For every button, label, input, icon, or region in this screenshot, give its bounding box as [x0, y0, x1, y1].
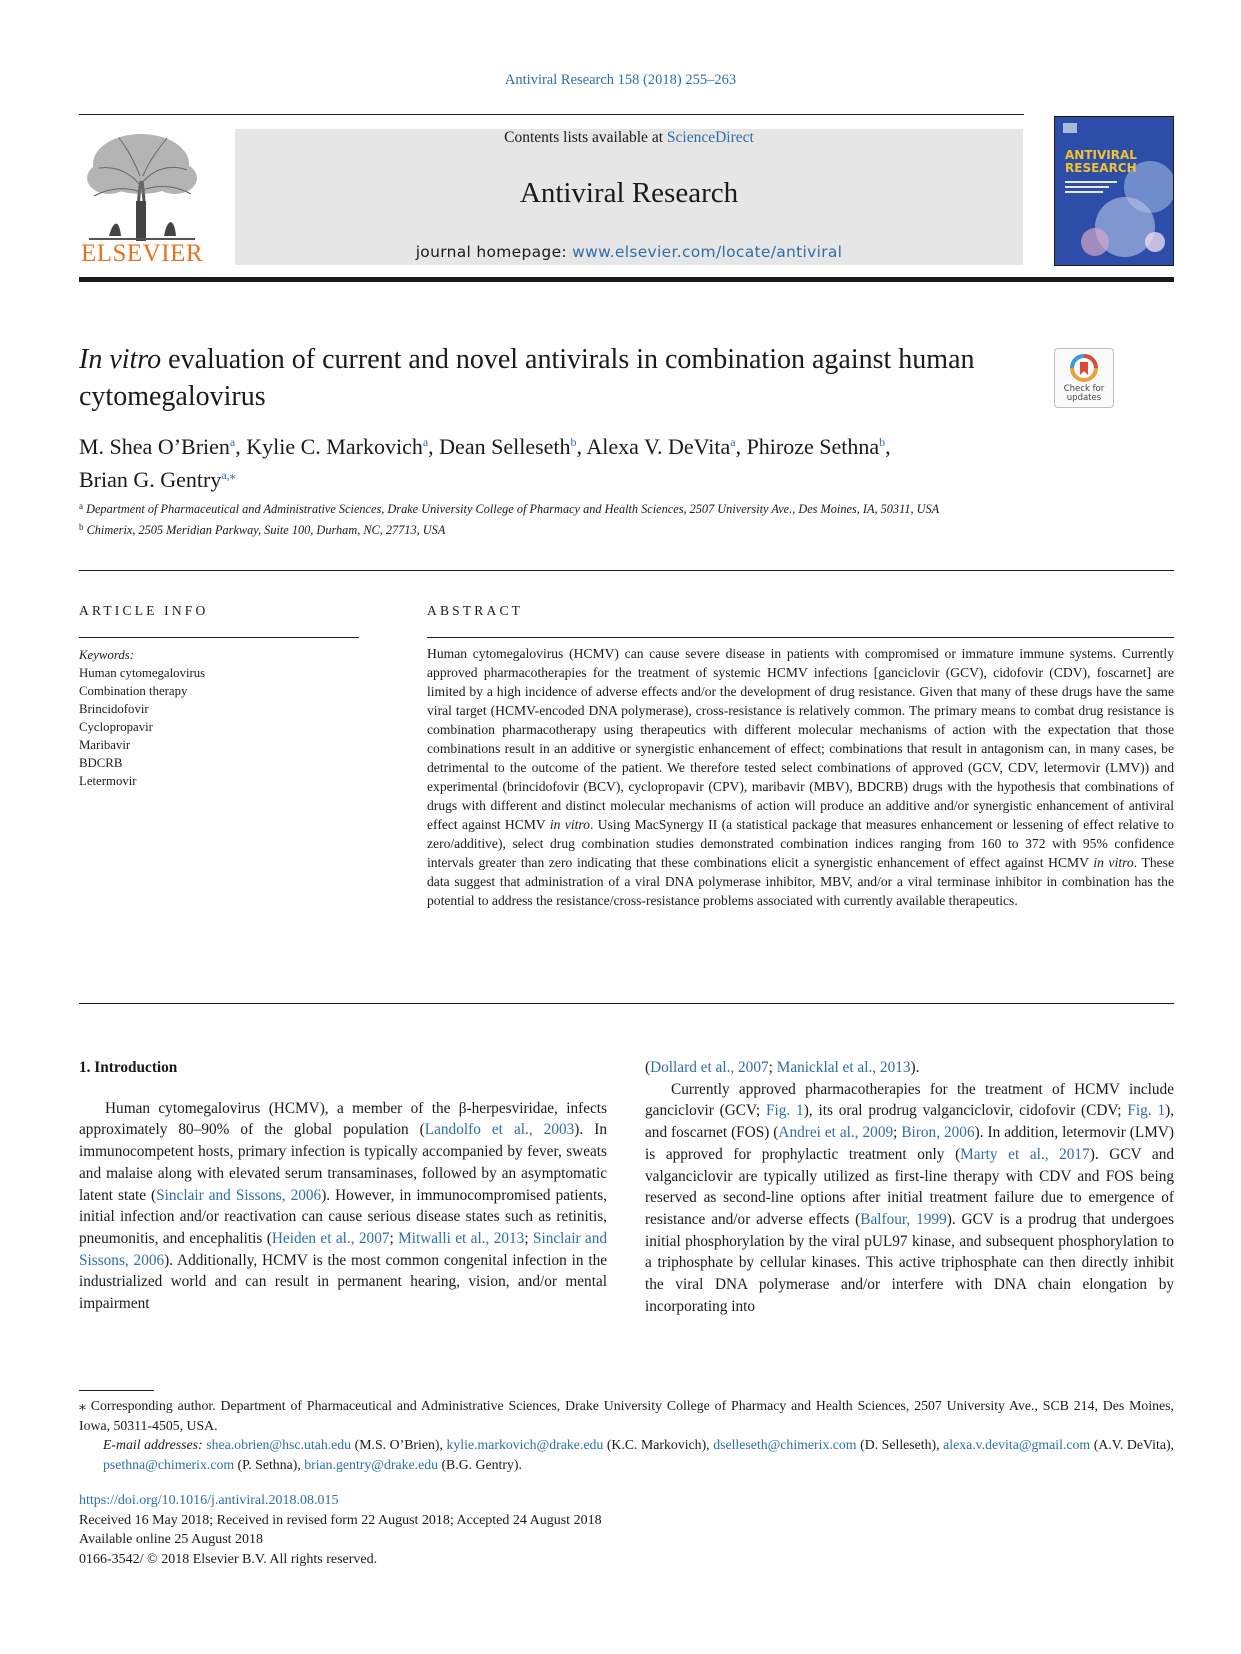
copyright: 0166-3542/ © 2018 Elsevier B.V. All rights reserved. — [79, 1552, 378, 1568]
abstract-part: Human cytomegalovirus (HCMV) can cause severe disease in patients with compromised or immature immune systems. Currently approved pharmacotherapies for the treatment of systemic HCMV infections [ganciclovir (GCV), cidofovir (CDV), foscarnet] are limited by a high incidence of adverse effects and/or the development of drug resistance. Given that many of these drugs have the same viral target (HCMV-encoded DNA polymerase), cross-resistance is relatively common. The primary means to combat drug resistance is combination pharmacotherapy using therapeutics with different molecular mechanisms of action with the expectation that those combinations result in an additive or synergistic enhancement of effect; combinations that result in antagonism can, in many cases, be detrimental to the outcome of the patient. We therefore tested select combinations of approved (GCV, CDV, letermovir (LMV)) and experimental (brincidofovir (BCV), cyclopropavir (CPV), maribavir (MBV), BDCRB) drugs with the hypothesis that combinations of drugs with different and distinct molecular mechanisms of action will produce an additive and/or synergistic enhancement of antiviral effect against HCMV — [427, 646, 1174, 832]
abstract-italic: in vitro — [549, 817, 590, 832]
journal-title: Antiviral Research — [519, 177, 739, 209]
body-text: ), its oral prodrug valganciclovir, cidofovir (CDV; — [803, 1102, 1128, 1120]
footnotes — [79, 1396, 1174, 1474]
citation-link[interactable]: Biron, 2006 — [901, 1124, 975, 1142]
affiliations — [79, 497, 1039, 539]
email-label: E-mail addresses: — [103, 1437, 203, 1453]
affiliation-text: Chimerix, 2505 Meridian Parkway, Suite 100, Durham, NC, 27713, USA — [86, 523, 446, 537]
author-affiliation-mark[interactable]: b — [879, 435, 886, 449]
journal-masthead — [235, 129, 1023, 265]
keyword-item: Combination therapy — [79, 684, 188, 698]
author-name: Phiroze Sethna — [746, 434, 880, 459]
citation-link[interactable]: Sinclair and Sissons, 2006 — [156, 1186, 322, 1204]
citation-link[interactable]: Heiden et al., 2007 — [271, 1229, 390, 1247]
email-addresses — [79, 1435, 1174, 1474]
journal-reference-link[interactable]: Antiviral Research 158 (2018) 255–263 — [504, 72, 737, 88]
keyword-item: Human cytomegalovirus — [79, 666, 206, 680]
author-affiliation-mark[interactable]: a — [730, 435, 736, 449]
journal-homepage-line — [235, 243, 1023, 261]
author-separator: , — [235, 434, 247, 459]
article-title-italic: In vitro — [79, 344, 162, 375]
citation-link[interactable]: Dollard et al., 2007 — [650, 1059, 769, 1076]
author-affiliation-mark[interactable]: a — [229, 435, 236, 449]
affiliation-text: Department of Pharmaceutical and Administrative Sciences, Drake University College of Pharmacy and Health Sciences, 2507 University Ave., Des Moines, IA, 50311, USA — [86, 502, 940, 516]
email-link[interactable]: psethna@chimerix.com — [103, 1456, 235, 1472]
citation-link[interactable]: Mitwalli et al., 2013 — [398, 1229, 525, 1247]
abstract-heading: ABSTRACT — [427, 603, 524, 618]
citation-link[interactable]: Balfour, 1999 — [860, 1210, 947, 1228]
keyword-item: Letermovir — [79, 774, 137, 788]
corresponding-author-note: ⁎ Corresponding author. Department of Pharmaceutical and Administrative Sciences, Drake University College of Pharmacy and Health Sciences, 2507 University Ave., SCB 214, Des Moines, Iowa, 50311-4505, USA. — [79, 1398, 1174, 1433]
email-owner: (B.G. Gentry). — [438, 1456, 522, 1472]
keyword-item: Maribavir — [79, 738, 131, 752]
author-separator: , — [428, 434, 440, 459]
keywords-list — [79, 664, 349, 790]
sciencedirect-link[interactable]: ScienceDirect — [666, 129, 754, 146]
body-text: ; — [768, 1059, 777, 1076]
received-dates: Received 16 May 2018; Received in revised form 22 August 2018; Accepted 24 August 2018 — [79, 1512, 602, 1528]
footnote-rule — [79, 1390, 154, 1391]
citation-link[interactable]: Marty et al., 2017 — [960, 1145, 1090, 1163]
email-owner: (P. Sethna), — [234, 1456, 305, 1472]
author-separator: , — [576, 434, 587, 459]
check-for-updates-button[interactable] — [1054, 348, 1114, 408]
citation-link[interactable]: Landolfo et al., 2003 — [424, 1121, 575, 1139]
author-affiliation-mark[interactable]: a — [422, 435, 429, 449]
article-title-text: evaluation of current and novel antivirals in combination against human cytomegalovirus — [79, 344, 975, 412]
keywords-label: Keywords: — [79, 648, 134, 662]
available-online: Available online 25 August 2018 — [79, 1532, 264, 1548]
body-text: ). — [910, 1059, 920, 1076]
citation-link[interactable]: Fig. 1 — [1127, 1102, 1166, 1120]
abstract-text — [427, 644, 1174, 910]
contents-available-line — [235, 129, 1023, 147]
email-owner: (A.V. DeVita), — [1090, 1437, 1174, 1453]
keyword-item: Brincidofovir — [79, 702, 149, 716]
author-name: M. Shea O’Brien — [79, 434, 230, 459]
check-updates-icon — [1069, 353, 1099, 383]
body-text: ; — [389, 1229, 399, 1247]
body-text: ). GCV and valganciclovir are typically utilized as first-line therapy with CDV and FOS being reserved as second-line options after initial treatment failure due to emergence of resistance and/or adverse effects ( — [645, 1145, 1174, 1228]
body-text: ; — [524, 1229, 533, 1247]
article-info-rule — [79, 637, 359, 638]
body-text: ). However, in immunocompromised patients, initial infection and/or reactivation can cause serious disease states such as retinitis, pneumonitis, and encephalitis ( — [79, 1186, 607, 1247]
email-link[interactable]: kylie.markovich@drake.edu — [446, 1437, 604, 1453]
body-text: ; — [893, 1124, 902, 1142]
article-title — [79, 341, 1024, 415]
check-updates-label: Check for updates — [1063, 384, 1105, 403]
citation-link[interactable]: Manicklal et al., 2013 — [776, 1059, 911, 1076]
elsevier-wordmark: ELSEVIER — [80, 240, 204, 267]
author-name: Kylie C. Markovich — [246, 434, 423, 459]
author-name: Alexa V. DeVita — [586, 434, 731, 459]
publication-info — [79, 1491, 979, 1570]
email-link[interactable]: brian.gentry@drake.edu — [304, 1456, 438, 1472]
header-thick-rule — [79, 277, 1174, 282]
body-column-left — [79, 1057, 607, 1315]
article-info-heading: ARTICLE INFO — [79, 603, 209, 618]
email-owner: (K.C. Markovich), — [603, 1437, 714, 1453]
abstract-italic: in vitro — [1093, 855, 1134, 870]
body-text: ( — [645, 1059, 651, 1076]
homepage-prefix: journal homepage: — [415, 243, 573, 261]
body-text: ). GCV is a prodrug that undergoes initial phosphorylation by the viral pUL97 kinase, and subsequent phosphorylation to a triphosphate by cellular kinases. This active triphosphate can then directly inhibit the viral DNA polymerase and/or interfere with DNA chain elongation by incorporating into — [645, 1210, 1174, 1315]
author-name: Brian G. Gentry — [79, 467, 222, 492]
abstract-part: . These data suggest that administration of a viral DNA polymerase inhibitor, MBV, and/or a viral terminase inhibitor in combination has the potential to address the resistance/cross-resistance problems associated with currently available therapeutics. — [427, 855, 1174, 908]
journal-cover-image[interactable] — [1054, 116, 1174, 266]
abstract-rule — [427, 637, 1174, 638]
body-text: ), and foscarnet (FOS) ( — [645, 1102, 1175, 1142]
contents-prefix: Contents lists available at — [504, 129, 667, 146]
cover-title: ANTIVIRAL RESEARCH — [1065, 148, 1137, 175]
introduction-paragraph-continued — [645, 1057, 1174, 1079]
introduction-paragraph — [79, 1098, 607, 1315]
author-affiliation-mark[interactable]: b — [570, 435, 577, 449]
author-name: Dean Selleseth — [439, 434, 571, 459]
body-text: Currently approved pharmacotherapies for the treatment of HCMV include ganciclovir (GCV; — [645, 1080, 1174, 1120]
author-affiliation-mark[interactable]: a,⁎ — [221, 468, 236, 482]
body-text: ). Additionally, HCMV is the most common congenital infection in the industrialized world and can result in permanent hearing, vision, and/or mental impairment — [79, 1251, 608, 1313]
email-owner: (M.S. O’Brien), — [351, 1437, 447, 1453]
journal-homepage-link[interactable]: www.elsevier.com/locate/antiviral — [572, 243, 843, 261]
abstract-bottom-rule — [79, 1003, 1174, 1004]
introduction-paragraph — [645, 1079, 1174, 1318]
keyword-item: BDCRB — [79, 756, 123, 770]
affiliation-b — [79, 518, 1039, 539]
body-text: Human cytomegalovirus (HCMV), a member of the β-herpesviridae, infects approximately 80–90% of the global population ( — [79, 1099, 607, 1139]
doi-link[interactable]: https://doi.org/10.1016/j.antiviral.2018.08.015 — [79, 1493, 339, 1508]
abstract-part: . Using MacSynergy II (a statistical package that measures enhancement or lessening of effect relative to zero/additive), select drug combination studies demonstrated combination indices ranging from 160 to 372 with 95% confidence intervals greater than zero indicating that these combinations elicit a synergistic enhancement of effect against HCMV — [427, 817, 1174, 870]
citation-link[interactable]: Fig. 1 — [765, 1102, 804, 1120]
email-link[interactable]: dselleseth@chimerix.com — [713, 1437, 857, 1453]
author-list — [79, 428, 1079, 494]
body-text: ). In addition, letermovir (LMV) is approved for prophylactic treatment only ( — [645, 1124, 1174, 1163]
introduction-heading: 1. Introduction — [79, 1059, 178, 1076]
section-rule — [79, 570, 1174, 571]
keyword-item: Cyclopropavir — [79, 720, 153, 734]
author-separator: , — [735, 434, 747, 459]
body-text: ). In immunocompetent hosts, primary infection is typically accompanied by fever, sweats and malaise along with elevated serum transaminases, followed by an asymptomatic latent state ( — [79, 1121, 607, 1204]
affiliation-mark: b — [79, 522, 84, 532]
author-separator: , — [885, 434, 891, 459]
citation-link[interactable]: Andrei et al., 2009 — [778, 1124, 894, 1142]
email-link[interactable]: alexa.v.devita@gmail.com — [943, 1437, 1091, 1453]
top-rule — [79, 114, 1024, 115]
cover-subtitle-lines — [1065, 179, 1125, 193]
email-link[interactable]: shea.obrien@hsc.utah.edu — [206, 1437, 352, 1453]
keywords-block — [79, 646, 349, 790]
email-owner: (D. Selleseth), — [856, 1437, 944, 1453]
affiliation-mark: a — [79, 501, 83, 511]
affiliation-a — [79, 497, 1039, 518]
citation-link[interactable]: Sinclair and Sissons, 2006 — [79, 1229, 608, 1269]
body-column-right — [645, 1057, 1174, 1317]
